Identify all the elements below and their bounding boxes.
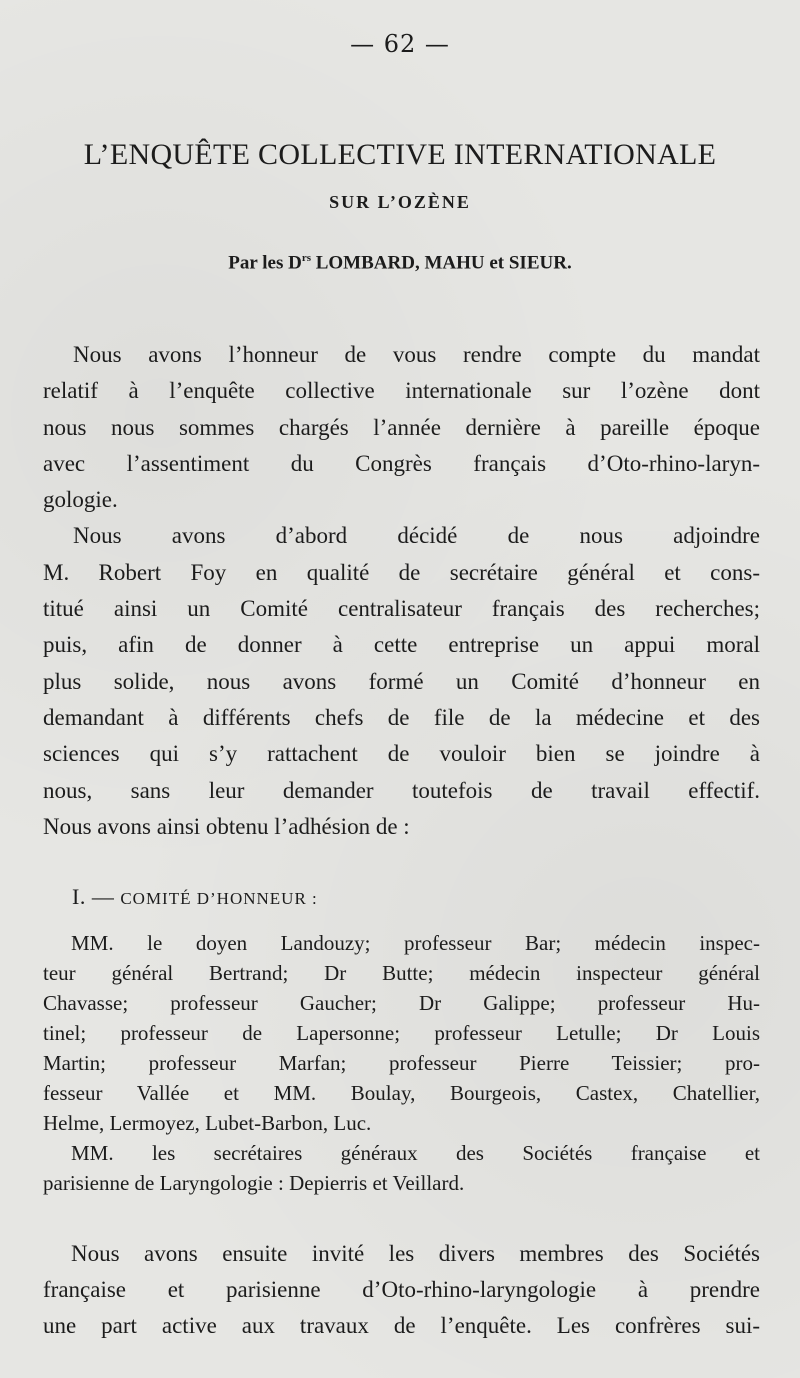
text-line: sciences qui s’y rattachent de vouloir bien se joindre à [43,741,760,767]
section-label: COMITÉ D’HONNEUR : [120,889,318,908]
article-title: L’ENQUÊTE COLLECTIVE INTERNATIONALE [83,138,717,171]
text-line: demandant à différents chefs de file de la médecine et des [43,704,760,730]
text-line: avec l’assentiment du Congrès français d’Oto-rhino-laryn- [43,450,760,476]
text-line: titué ainsi un Comité centralisateur français des recherches; [43,596,760,622]
text-line: Nous avons d’abord décidé de nous adjoindre [73,523,760,549]
text-line: Martin; professeur Marfan; professeur Pierre Teissier; pro- [43,1051,760,1075]
text-line: française et parisienne d’Oto-rhino-laryngologie à prendre [43,1277,760,1302]
article-subtitle: SUR L’OZÈNE [329,192,471,212]
text-line: teur général Bertrand; Dr Butte; médecin inspecteur général [43,961,760,985]
text-line: MM. le doyen Landouzy; professeur Bar; médecin inspec- [71,931,760,955]
text-line: puis, afin de donner à cette entreprise un appui moral [43,632,760,658]
paragraph-invitation [43,1236,760,1344]
text-line: gologie. [43,487,118,513]
text-line: tinel; professeur de Lapersonne; professeur Letulle; Dr Louis [43,1021,760,1045]
text-line: Helme, Lermoyez, Lubet-Barbon, Luc. [43,1111,372,1135]
text-line: plus solide, nous avons formé un Comité d’honneur en [43,668,760,694]
text-line: une part active aux travaux de l’enquête. Les confrères sui- [43,1313,760,1338]
text-line: nous nous sommes chargés l’année dernière à pareille époque [43,414,760,440]
text-line: fesseur Vallée et MM. Boulay, Bourgeois, Castex, Chatellier, [43,1081,760,1105]
text-line: parisienne de Laryngologie : Depierris et Veillard. [43,1171,465,1195]
text-line: Nous avons ainsi obtenu l’adhésion de : [43,813,410,839]
text-line: Nous avons l’honneur de vous rendre compte du mandat [73,342,760,367]
text-line: Nous avons ensuite invité les divers membres des Sociétés [71,1241,760,1266]
authors-prefix: Par les D [228,252,302,274]
text-line: relatif à l’enquête collective internationale sur l’ozène dont [43,378,760,404]
authors-prefix-superscript: rs [301,252,311,264]
text-line: nous, sans leur demander toutefois de travail effectif. [43,777,760,803]
text-line: MM. les secrétaires généraux des Sociétés française et [71,1141,760,1165]
paragraph-introduction [43,337,760,845]
section-number: I. — [72,884,115,909]
page-number: — 62 — [350,30,450,58]
section-heading [72,884,318,910]
text-line: Chavasse; professeur Gaucher; Dr Galippe; professeur Hu- [43,991,760,1015]
paragraph-committee-list [43,928,760,1198]
authors-names: LOMBARD, MAHU et SIEUR. [315,252,572,274]
article-authors [0,252,800,274]
text-line: M. Robert Foy en qualité de secrétaire général et cons- [43,559,760,585]
